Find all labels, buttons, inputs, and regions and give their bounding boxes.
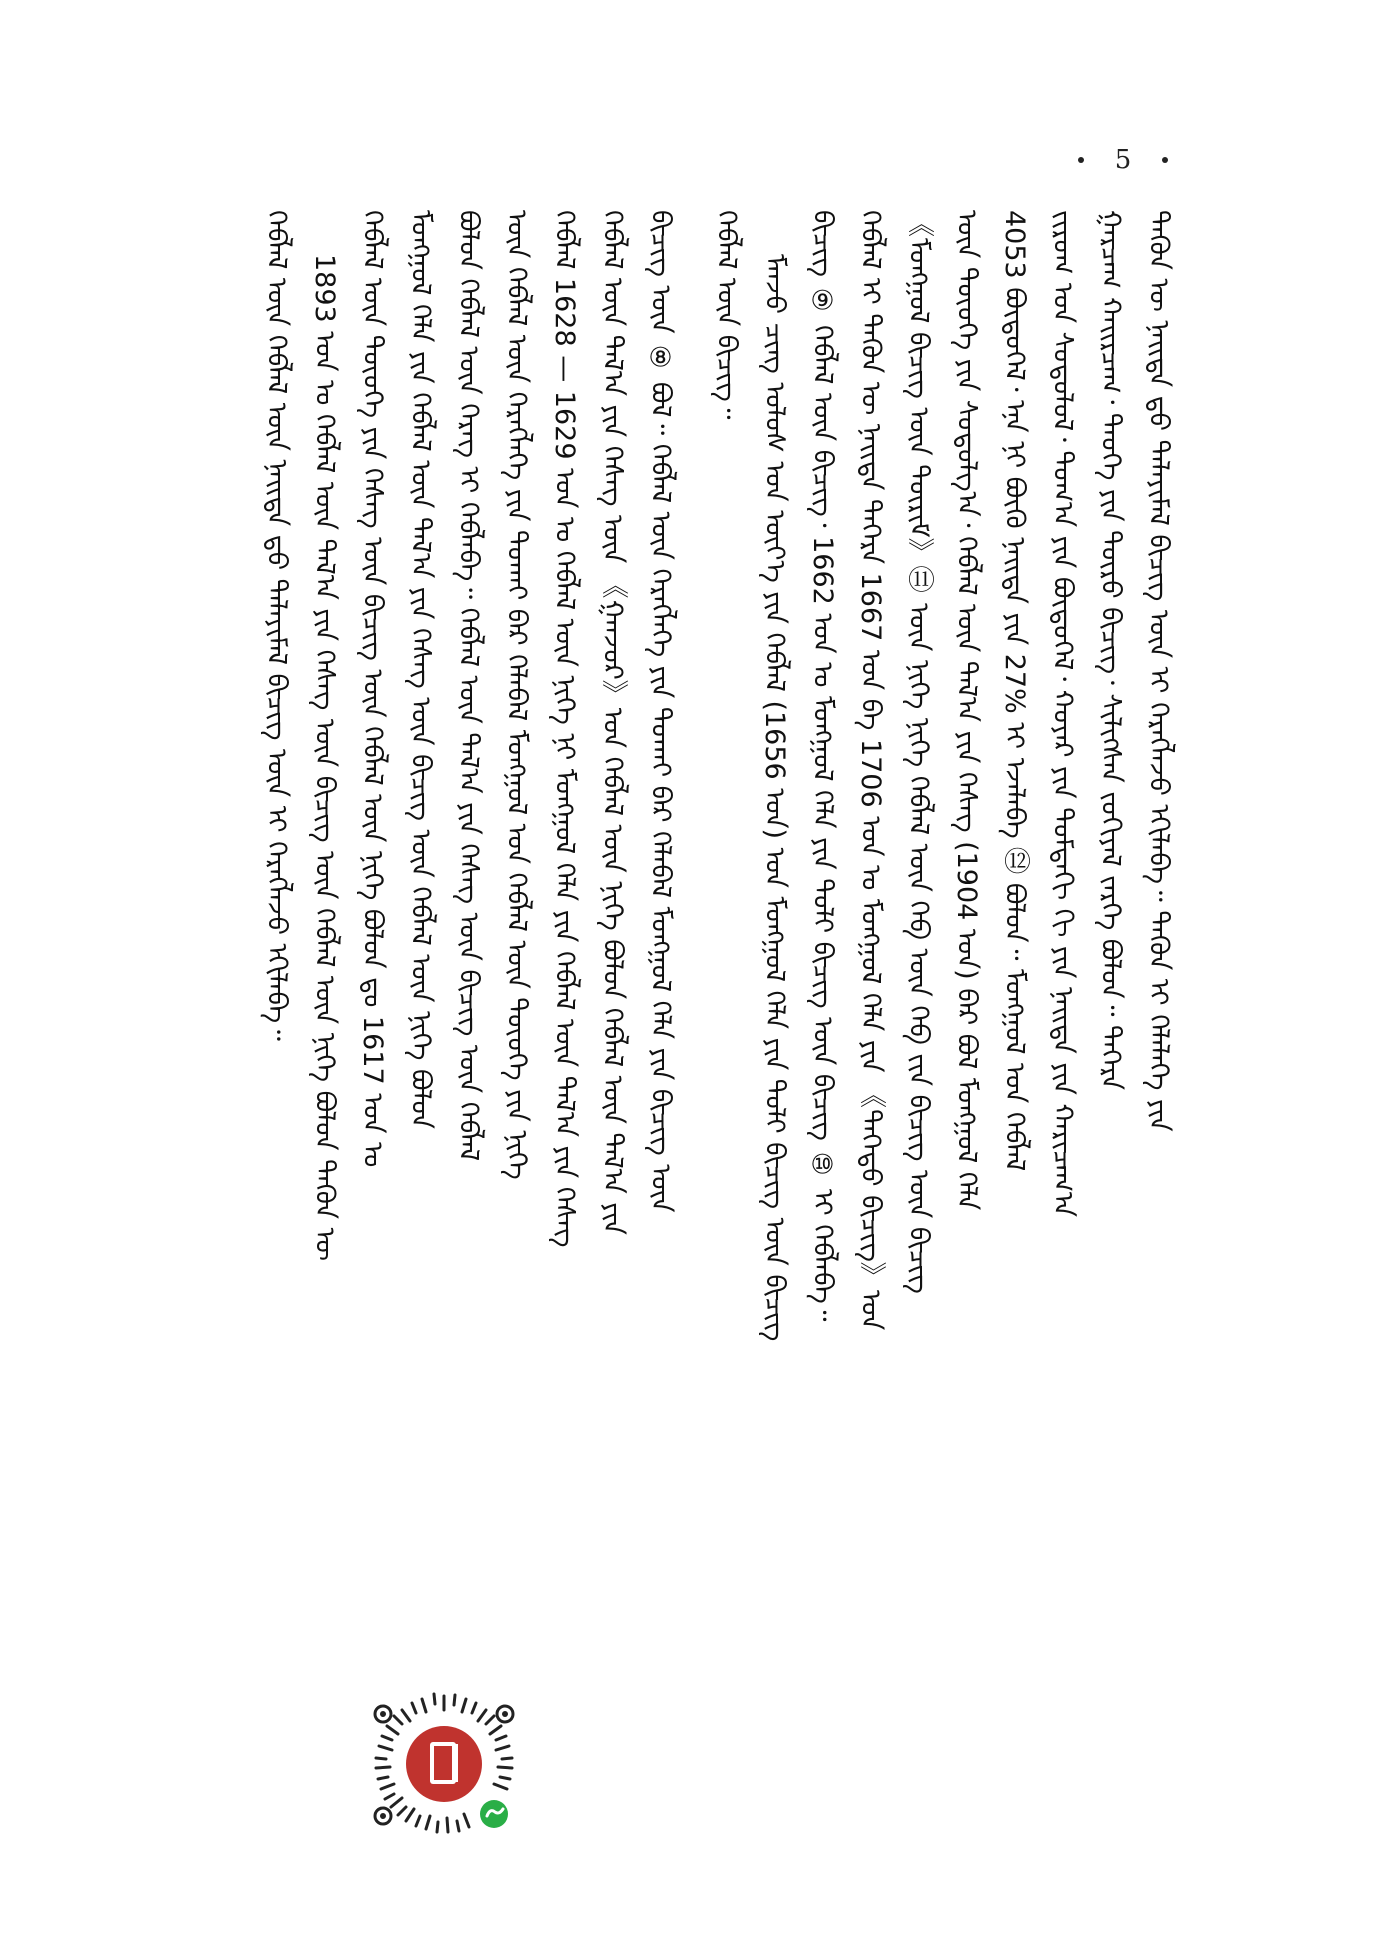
- page-number-value: 5: [1114, 145, 1132, 175]
- text-column-1: ᠲᠡᠭᠦᠨ ᠦ ᠨᠡᠢᠲᠡ ᠳ᠋ᠦ ᠳᠠᠯᠠᠶᠢᠮᠠᠯ ᠪᠢᠴᠢᠭ ᠦᠨ ᠢ ᠬᠡᠷᠡᠭᠯᠡᠵᠦ ᠡᠬᠢᠯᠡᠪᠡ᠃ ᠲᠡᠭᠦᠨ ᠢ ᠬᠡᠯᠡᠯᠡᠭᠡ ᠶᠢᠨ: [1143, 210, 1174, 1132]
- text-column-15: ᠪᠣᠯᠤᠨ ᠬᠡᠪᠯᠡᠯ ᠦᠨ ᠬᠡᠷᠡᠭ ᠢ ᠬᠡᠪᠯᠡᠪᠡ᠃ ᠬᠡᠪᠯᠡᠯ ᠦᠨ ᠲᠠᠯ᠎ᠠ ᠶᠢᠨ ᠬᠡᠰᠡᠭ ᠦᠨ ᠪᠢᠴᠢᠭ ᠦᠨ ᠬᠡᠪᠯᠡᠯ: [453, 210, 484, 1162]
- text-column-8: ᠪᠢᠴᠢᠭ ⑨ ᠬᠡᠪᠯᠡᠯ ᠦᠨ ᠪᠢᠴᠢᠭ᠂ 1662 ᠣᠨ ᠤ ᠮᠣᠩᠭᠣᠯ ᠬᠡᠯᠡ ᠶᠢᠨ ᠲᠣᠯᠢ ᠪᠢᠴᠢᠭ ᠦᠨ ᠪᠢᠴᠢᠭ ⑩ ᠢ ᠬᠡᠪᠯᠡᠪᠡ᠃: [807, 210, 838, 1322]
- mongolian-text-body: [190, 210, 1180, 1710]
- text-column-6: 《ᠮᠣᠩᠭᠣᠯ ᠪᠢᠴᠢᠭ ᠦᠨ ᠳᠦᠷᠢᠮ》⑪ ᠦᠨ ᠨᠢᠭᠡ ᠨᠢᠭᠡ ᠬᠡᠪᠯᠡᠯ ᠦᠨ ᠬᠡᠪ ᠦᠨ ᠬᠡᠪ ᠵᠢᠨ ᠪᠢᠴᠢᠭ ᠦᠨ ᠪᠢᠴᠢᠭ: [903, 210, 934, 1294]
- text-column-2: ᠭᠠᠷᠴᠠᠭ ᠬᠠᠢᠷᠴᠠᠭ᠂ ᠲᠡᠦᠬᠡ ᠶᠢᠨ ᠲᠦᠷᠦ ᠪᠢᠴᠢᠭ᠂ ᠰᠢᠯᠢᠭᠰᠡᠨ ᠵᠣᠬᠢᠶᠠᠯ ᠵᠡᠷᠭᠡ ᠪᠣᠯᠤᠨ᠃ ᠳᠡᠭᠡᠷᠡ: [1095, 210, 1126, 1091]
- text-column-5: ᠦᠨ ᠲᠦᠦᠬᠡ ᠶᠢᠨ ᠰᠤᠳᠤᠯᠭ᠎ᠠ᠂ ᠬᠡᠪᠯᠡᠯ ᠦᠨ ᠲᠠᠯ᠎ᠠ ᠶᠢᠨ ᠬᠡᠰᠡᠭ (1904 ᠣᠨ) ᠪᠡᠷ ᠪᠣᠯ ᠮᠣᠩᠭᠣᠯ ᠬᠡᠯᠡ: [951, 210, 982, 1211]
- text-column-14: ᠦᠨ ᠬᠡᠪᠯᠡᠯ ᠦᠨ ᠬᠡᠷᠡᠭᠯᠡᠭᠡ ᠶᠢᠨ ᠲᠤᠬᠠᠢ ᠪᠡᠷ ᠬᠡᠯᠡᠪᠡᠯ ᠮᠣᠩᠭᠣᠯ ᠤᠨ ᠬᠡᠪᠯᠡᠯ ᠦᠨ ᠲᠦᠦᠬᠡ ᠶᠢᠨ ᠨᠢᠭᠡ: [501, 210, 532, 1180]
- page-number: [1078, 140, 1168, 180]
- qr-code-icon: [368, 1688, 520, 1840]
- text-column-11: ᠪᠢᠴᠢᠭ᠌ ᠦᠨ ⑧ ᠪᠣᠯ᠃ ᠬᠡᠪᠯᠡᠯ ᠦᠨ ᠬᠡᠷᠡᠭᠯᠡᠭᠡ ᠶᠢᠨ ᠲᠤᠬᠠᠢ ᠪᠡᠷ ᠬᠡᠯᠡᠪᠡᠯ ᠮᠣᠩᠭᠣᠯ ᠬᠡᠯᠡ ᠶᠢᠨ ᠪᠢᠴᠢᠭ ᠦᠨ: [645, 210, 676, 1213]
- text-column-16: ᠮᠣᠩᠭᠣᠯ ᠬᠡᠯᠡ ᠶᠢᠨ ᠬᠡᠪᠯᠡᠯ ᠦᠨ ᠲᠠᠯ᠎ᠠ ᠶᠢᠨ ᠬᠡᠰᠡᠭ ᠦᠨ ᠪᠢᠴᠢᠭ ᠦᠨ ᠬᠡᠪᠯᠡᠯ ᠦᠨ ᠨᠢᠭᠡ ᠪᠣᠯᠤᠨ: [405, 210, 436, 1129]
- text-column-7: ᠬᠡᠪᠯᠡᠯ ᠢ ᠲᠡᠭᠦᠨ ᠦ ᠨᠡᠢᠲᠡ ᠳᠡᠭᠡᠷᠡ 1667 ᠣᠨ ᠪᠠ 1706 ᠣᠨ ᠤ ᠮᠣᠩᠭᠣᠯ ᠬᠡᠯᠡ ᠶᠢᠨ 《ᠳᠡᠭᠡᠳᠦ ᠪᠢᠴᠢᠭ》ᠤᠨ: [855, 210, 886, 1331]
- text-column-13: ᠬᠡᠪᠯᠡᠯ 1628 — 1629 ᠣᠨ ᠤ ᠬᠡᠪᠯᠡᠯ ᠦᠨ ᠨᠢᠭᠡ ᠨᠢ ᠮᠣᠩᠭᠣᠯ ᠬᠡᠯᠡ ᠶᠢᠨ ᠬᠡᠪᠯᠡᠯ ᠦᠨ ᠲᠠᠯ᠎ᠠ ᠶᠢᠨ ᠬᠡᠰᠡᠭ: [549, 210, 580, 1248]
- page-number-right-dot: [1162, 157, 1168, 163]
- text-column-10: ᠬᠡᠪᠯᠡᠯ ᠦᠨ ᠪᠢᠴᠢᠭ᠃: [711, 210, 742, 420]
- text-column-18: 1893 ᠣᠨ ᠤ ᠬᠡᠪᠯᠡᠯ ᠦᠨ ᠲᠠᠯ᠎ᠠ ᠶᠢᠨ ᠬᠡᠰᠡᠭ ᠦᠨ ᠪᠢᠴᠢᠭ ᠦᠨ ᠬᠡᠪᠯᠡᠯ ᠦᠨ ᠨᠢᠭᠡ ᠪᠣᠯᠤᠨ ᠲᠡᠭᠦᠨ ᠦ: [309, 254, 340, 1261]
- text-column-9: ᠮᠠᠨᠵᠤ ᠴᠢᠩ ᠤᠯᠤᠰ ᠤᠨ ᠦᠶ᠎ᠡ ᠶᠢᠨ ᠬᠡᠪᠯᠡᠯ (1656 ᠣᠨ) ᠤᠨ ᠮᠣᠩᠭᠣᠯ ᠬᠡᠯᠡ ᠶᠢᠨ ᠲᠣᠯᠢ ᠪᠢᠴᠢᠭ ᠦᠨ ᠪᠢᠴᠢᠭ: [759, 254, 790, 1342]
- mini-program-code-svg: [368, 1688, 520, 1840]
- text-column-3: ᠵᠢᠷᠤᠭ ᠤᠨ ᠰᠤᠳᠤᠯᠤᠯ᠂ ᠲᠣᠭ᠎ᠠ ᠶᠢᠨ ᠪᠦᠲᠦᠭᠡᠯ᠂ ᠬᠣᠶᠠᠷ ᠶᠢᠨ ᠳᠤᠮᠳᠠᠬᠢ ᠬᠢ ᠶᠢᠨ ᠨᠡᠢᠲᠡ ᠶᠢᠨ ᠬᠠᠷᠢᠴᠠᠭ᠎ᠠ: [1047, 210, 1078, 1217]
- page-number-left-dot: [1078, 157, 1084, 163]
- text-column-17: ᠬᠡᠪᠯᠡᠯ ᠦᠨ ᠲᠦᠦᠬᠡ ᠶᠢᠨ ᠬᠡᠰᠡᠭ ᠦᠨ ᠪᠢᠴᠢᠭ ᠦᠨ ᠬᠡᠪᠯᠡᠯ ᠦᠨ ᠨᠢᠭᠡ ᠪᠣᠯᠤᠨ ᠳᠤ 1617 ᠣᠨ ᠤ: [357, 210, 388, 1168]
- text-column-12: ᠬᠡᠪᠯᠡᠯ ᠦᠨ ᠲᠠᠯ᠎ᠠ ᠶᠢᠨ ᠬᠡᠰᠡᠭ ᠦᠨ 《ᠭᠠᠨᠵᠤᠷ》ᠤᠨ ᠬᠡᠪᠯᠡᠯ ᠦᠨ ᠨᠢᠭᠡ ᠪᠣᠯᠤᠨ ᠬᠡᠪᠯᠡᠯ ᠦᠨ ᠲᠠᠯ᠎ᠠ ᠶᠢᠨ: [597, 210, 628, 1235]
- text-column-4: 4053 ᠪᠦᠲᠦᠭᠡᠯ᠂ ᠡᠨᠡ ᠨᠢ ᠪᠦᠬᠦ ᠨᠡᠢᠲᠡ ᠶᠢᠨ 27% ᠢ ᠡᠵᠡᠯᠡᠪᠡ ⑫ ᠪᠣᠯᠤᠨ᠃ ᠮᠣᠩᠭᠣᠯ ᠤᠨ ᠬᠡᠪᠯᠡᠯ: [999, 210, 1030, 1172]
- text-column-19: ᠬᠡᠪᠯᠡᠯ ᠦᠨ ᠬᠡᠪᠯᠡᠯ ᠦᠨ ᠨᠡᠢᠲᠡ ᠳ᠋ᠦ ᠳᠠᠯᠠᠶᠢᠮᠠᠯ ᠪᠢᠴᠢᠭ ᠦᠨ ᠢ ᠬᠡᠷᠡᠭᠯᠡᠵᠦ ᠡᠬᠢᠯᠡᠪᠡ᠃: [261, 210, 292, 1041]
